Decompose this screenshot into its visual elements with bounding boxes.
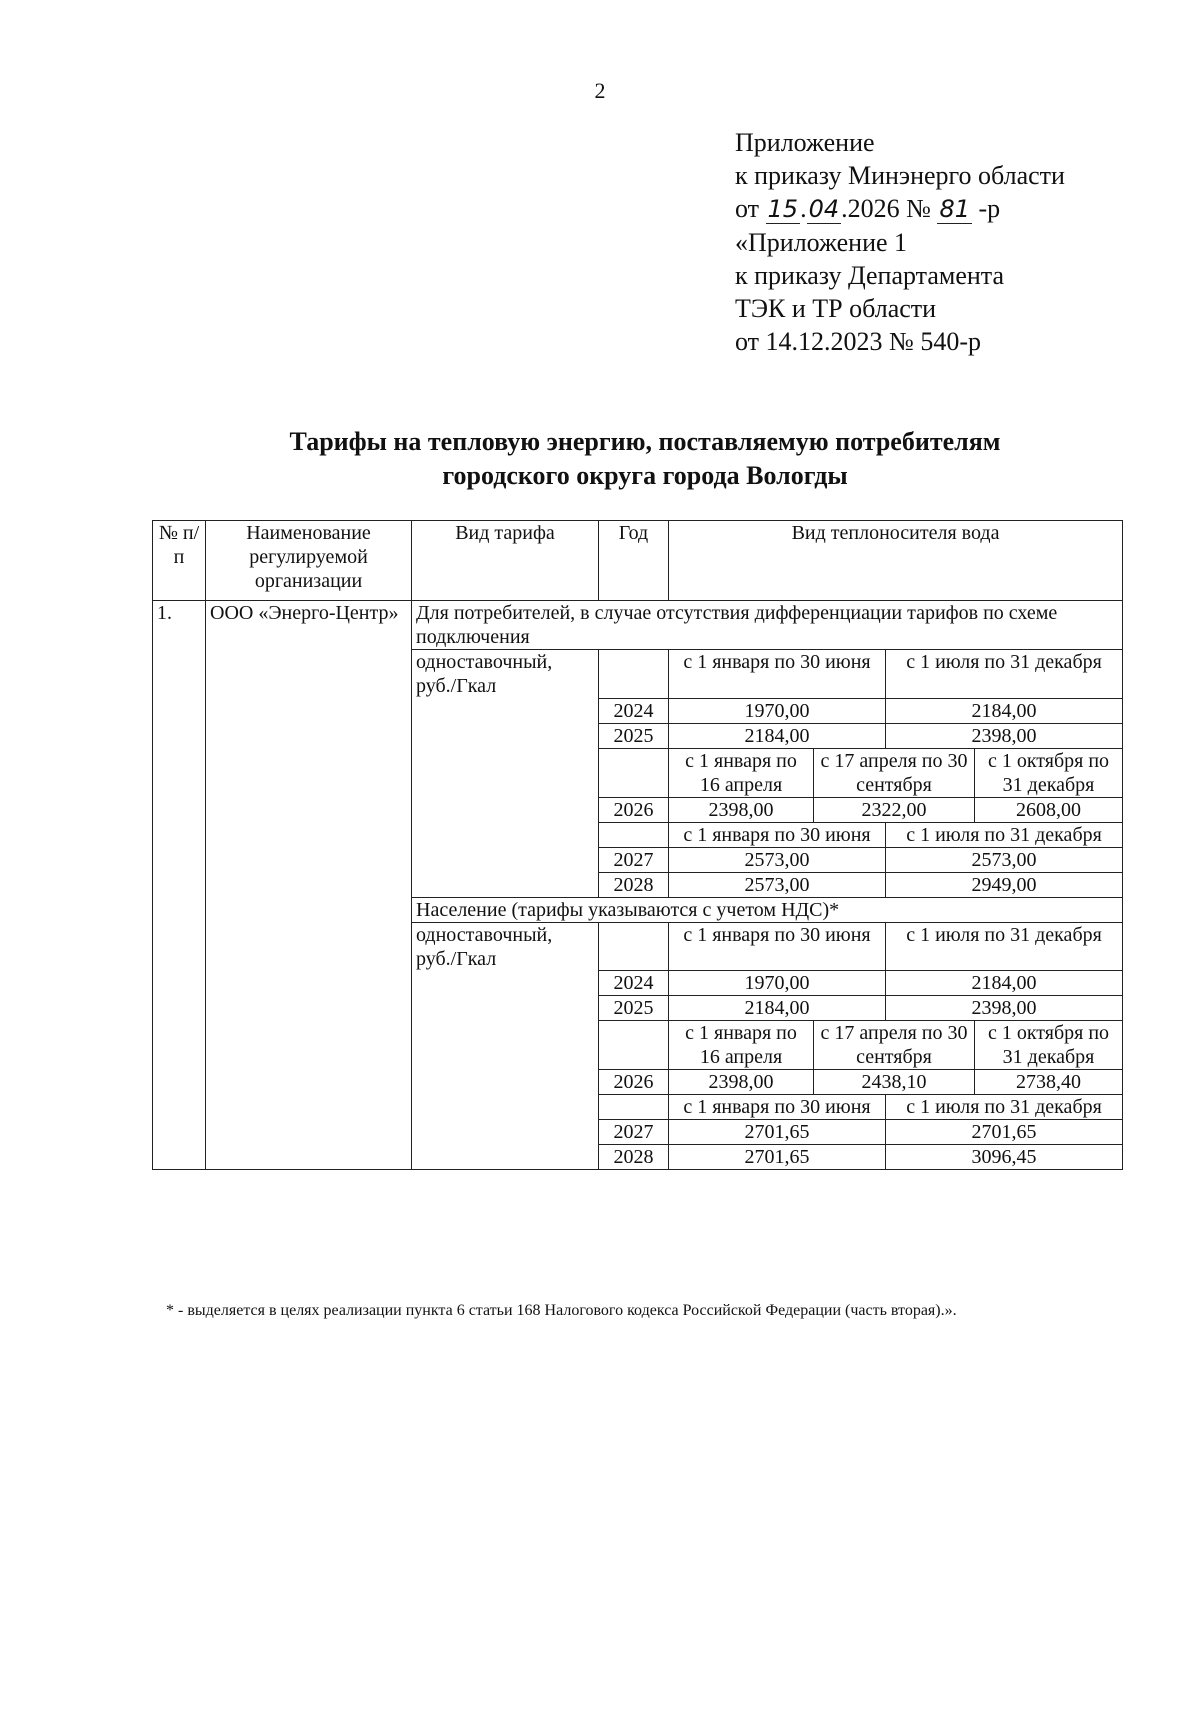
- period-jan-apr: с 1 января по 16 апреля: [669, 748, 814, 797]
- tariff-value: 2438,10: [814, 1070, 975, 1095]
- handwritten-day: 15: [767, 195, 799, 223]
- appendix-date-suffix: -р: [971, 194, 1001, 223]
- header-row: [153, 521, 1123, 601]
- tariff-value: 2398,00: [669, 1070, 814, 1095]
- title-line: Тарифы на тепловую энергию, поставляемую потребителям: [289, 427, 1001, 456]
- section-heading: Население (тарифы указываются с учетом НДС)*: [412, 897, 1123, 922]
- tariff-type-part: [412, 1095, 599, 1120]
- tariff-value: 2184,00: [886, 698, 1123, 723]
- tariff-value: 2398,00: [669, 797, 814, 822]
- period-apr-sep: с 17 апреля по 30 сентября: [814, 1021, 975, 1070]
- appendix-line: к приказу Департамента: [735, 261, 1005, 290]
- tariff-value: 2398,00: [886, 996, 1123, 1021]
- page-number: 2: [594, 78, 606, 103]
- header-tariff-type: Вид тарифа: [412, 521, 599, 601]
- year: 2026: [599, 1070, 669, 1095]
- tariff-value: 2573,00: [669, 847, 886, 872]
- tariff-type-part: [412, 1070, 599, 1095]
- year: 2028: [599, 1145, 669, 1170]
- tariff-value: 2701,65: [669, 1145, 886, 1170]
- tariff-value: 2701,65: [886, 1120, 1123, 1145]
- tariff-value: 2184,00: [886, 971, 1123, 996]
- header-carrier: Вид теплоносителя вода: [669, 521, 1123, 601]
- period-apr-sep: с 17 апреля по 30 сентября: [814, 748, 975, 797]
- period-first-half: с 1 января по 30 июня: [669, 1095, 886, 1120]
- tariff-type-part: [412, 748, 599, 797]
- year: 2027: [599, 1120, 669, 1145]
- tariff-value: 2573,00: [669, 872, 886, 897]
- handwritten-month: 04: [808, 195, 840, 223]
- tariff-value: 2949,00: [886, 872, 1123, 897]
- year-cell-empty: [599, 1021, 669, 1070]
- tariff-type-part: [412, 1145, 599, 1170]
- appendix-line: к приказу Минэнерго области: [735, 161, 1065, 190]
- appendix-line: от 14.12.2023 № 540-р: [735, 327, 981, 356]
- tariff-type-part: [412, 996, 599, 1021]
- year-cell-empty: [599, 650, 669, 699]
- year: 2025: [599, 723, 669, 748]
- tariff-type-part: [412, 1021, 599, 1070]
- period-second-half: с 1 июля по 31 декабря: [886, 650, 1123, 699]
- handwritten-order-number: 81: [939, 195, 970, 223]
- tariff-value: 3096,45: [886, 1145, 1123, 1170]
- appendix-line: «Приложение 1: [735, 228, 908, 257]
- tariff-value: 2322,00: [814, 797, 975, 822]
- year: 2024: [599, 698, 669, 723]
- tariff-type-part: [412, 698, 599, 723]
- tariff-value: 2184,00: [669, 723, 886, 748]
- tariff-value: 1970,00: [669, 698, 886, 723]
- date-separator: .: [800, 194, 807, 223]
- appendix-date-prefix: от: [735, 194, 766, 223]
- tariff-type-part: [412, 1120, 599, 1145]
- appendix-date-mid: .2026 №: [841, 194, 938, 223]
- tariff-type-part: [412, 847, 599, 872]
- header-num: № п/п: [153, 521, 206, 601]
- tariff-value: 2701,65: [669, 1120, 886, 1145]
- appendix-date-line: [735, 192, 1065, 226]
- tariff-value: 2573,00: [886, 847, 1123, 872]
- year-cell-empty: [599, 748, 669, 797]
- tariff-type-part: [412, 723, 599, 748]
- header-year: Год: [599, 521, 669, 601]
- year-cell-empty: [599, 1095, 669, 1120]
- period-second-half: с 1 июля по 31 декабря: [886, 1095, 1123, 1120]
- period-first-half: с 1 января по 30 июня: [669, 922, 886, 971]
- period-jan-apr: с 1 января по 16 апреля: [669, 1021, 814, 1070]
- section-heading-row: [153, 601, 1123, 650]
- tariff-value: 2738,40: [975, 1070, 1123, 1095]
- year: 2024: [599, 971, 669, 996]
- organization-name: ООО «Энерго-Центр»: [206, 601, 412, 1170]
- period-first-half: с 1 января по 30 июня: [669, 822, 886, 847]
- period-first-half: с 1 января по 30 июня: [669, 650, 886, 699]
- section-heading: Для потребителей, в случае отсутствия дифференциации тарифов по схеме подключения: [412, 601, 1123, 650]
- footnote: * - выделяется в целях реализации пункта 6 статьи 168 Налогового кодекса Российской Федерации (часть вторая).».: [166, 1302, 957, 1319]
- period-oct-dec: с 1 октября по 31 декабря: [975, 1021, 1123, 1070]
- year: 2026: [599, 797, 669, 822]
- tariff-type-part: [412, 797, 599, 822]
- tariff-type: одноставочный, руб./Гкал: [412, 650, 599, 699]
- year: 2025: [599, 996, 669, 1021]
- tariff-type-part: [412, 971, 599, 996]
- title-line: городского округа города Вологды: [442, 461, 848, 490]
- period-oct-dec: с 1 октября по 31 декабря: [975, 748, 1123, 797]
- tariff-value: 2608,00: [975, 797, 1123, 822]
- tariff-type-part: [412, 872, 599, 897]
- tariff-value: 2398,00: [886, 723, 1123, 748]
- tariff-value: 1970,00: [669, 971, 886, 996]
- tariff-type-part: [412, 822, 599, 847]
- tariff-type: одноставочный, руб./Гкал: [412, 922, 599, 971]
- tariff-table: [152, 520, 1123, 1170]
- period-second-half: с 1 июля по 31 декабря: [886, 922, 1123, 971]
- period-second-half: с 1 июля по 31 декабря: [886, 822, 1123, 847]
- year: 2028: [599, 872, 669, 897]
- header-org: Наименование регулируемой организации: [206, 521, 412, 601]
- year: 2027: [599, 847, 669, 872]
- year-cell-empty: [599, 822, 669, 847]
- appendix-line: ТЭК и ТР области: [735, 294, 937, 323]
- appendix-block: [735, 126, 1065, 358]
- year-cell-empty: [599, 922, 669, 971]
- tariff-value: 2184,00: [669, 996, 886, 1021]
- appendix-line: Приложение: [735, 128, 875, 157]
- document-title: [0, 425, 1200, 493]
- row-number: 1.: [153, 601, 206, 1170]
